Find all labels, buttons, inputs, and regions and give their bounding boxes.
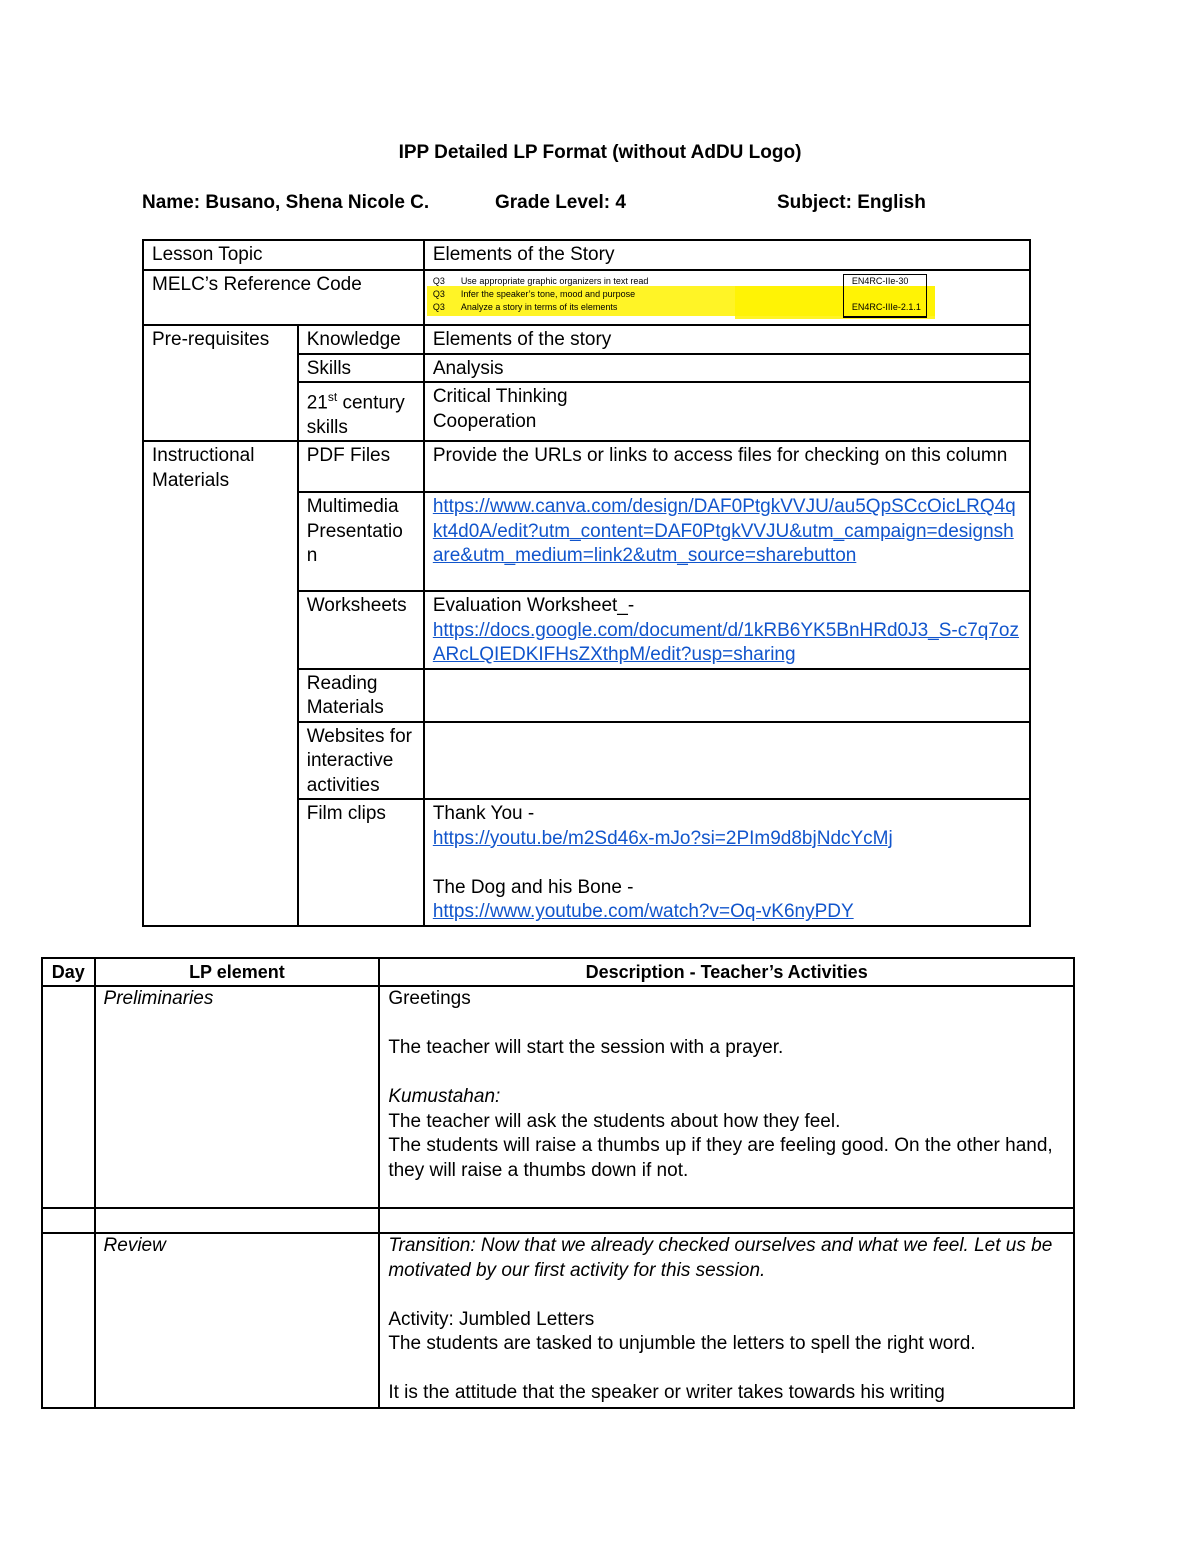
lesson-plan-table — [41, 957, 1075, 1409]
lesson-topic-value: Elements of the Story — [424, 240, 1030, 270]
film-clips-value — [424, 799, 1030, 926]
header-description: Description - Teacher’s Activities — [379, 958, 1074, 986]
century-skills-label: 21st century skills — [298, 382, 424, 441]
attitude-text: It is the attitude that the speaker or writer takes towards his writing — [388, 1382, 945, 1403]
reading-materials-value — [424, 669, 1030, 722]
worksheets-text: Evaluation Worksheet_- — [432, 595, 635, 617]
melc-row-3: Q3 Analyze a story in terms of its elements EN4RC-IIIe-2.1.1 — [433, 301, 933, 313]
header-day: Day — [42, 958, 95, 986]
day-cell — [42, 1233, 95, 1408]
header-lp-element: LP element — [95, 958, 380, 986]
melc-row-1: Q3 Use appropriate graphic organizers in text read EN4RC-IIe-30 — [433, 275, 933, 287]
knowledge-value: Elements of the story — [424, 325, 1030, 354]
skills-value: Analysis — [424, 354, 1030, 383]
review-description — [379, 1233, 1074, 1408]
pdf-files-row — [143, 441, 1030, 492]
plan-header-row — [42, 958, 1074, 986]
task-text: The students are tasked to unjumble the letters to spell the right word. — [388, 1333, 976, 1354]
grade-level: Grade Level: 4 — [495, 192, 626, 213]
film-clips-label: Film clips — [298, 799, 424, 926]
knowledge-row — [143, 325, 1030, 354]
websites-value — [424, 722, 1030, 800]
melc-row — [143, 270, 1030, 325]
melc-label: MELC’s Reference Code — [143, 270, 424, 325]
document-title: IPP Detailed LP Format (without AdDU Logo) — [398, 142, 802, 163]
lesson-overview-table — [142, 239, 1031, 927]
knowledge-label: Knowledge — [298, 325, 424, 354]
reading-materials-label: Reading Materials — [298, 669, 424, 722]
review-label: Review — [95, 1233, 380, 1408]
film-2-title: The Dog and his Bone - — [432, 876, 634, 898]
multimedia-value — [424, 492, 1030, 591]
melc-reference-image — [424, 270, 1030, 325]
pdf-files-value: Provide the URLs or links to access files for checking on this column — [424, 441, 1030, 492]
blank-row — [42, 1208, 1074, 1233]
instructional-materials-label: Instructional Materials — [143, 441, 298, 926]
film-2-link[interactable]: https://www.youtube.com/watch?v=Oq-vK6nyPDY — [432, 901, 854, 923]
century-skills-value: Critical Thinking Cooperation — [424, 382, 1030, 441]
film-1-link[interactable]: https://youtu.be/m2Sd46x-mJo?si=2PIm9d8bjNdcYcMj — [432, 827, 893, 849]
ask-text: The teacher will ask the students about how they feel. — [388, 1110, 841, 1132]
activity-text: Activity: Jumbled Letters — [388, 1308, 595, 1330]
review-row — [42, 1233, 1074, 1408]
preliminaries-row — [42, 986, 1074, 1208]
melc-row-2: Q3 Infer the speaker’s tone, mood and purpose — [432, 289, 636, 299]
worksheet-link[interactable]: https://docs.google.com/document/d/1kRB6YK5BnHRd0J3_S-c7q7ozARcLQIEDKIFHsZXthpM/edit?usp=sharing — [432, 619, 1019, 666]
film-1-title: Thank You - — [432, 803, 535, 825]
preliminaries-description — [379, 986, 1074, 1208]
skills-label: Skills — [298, 354, 424, 383]
subject: Subject: English — [777, 192, 926, 213]
lesson-topic-label: Lesson Topic — [143, 240, 424, 270]
prayer-text: The teacher will start the session with a prayer. — [388, 1037, 784, 1058]
prerequisites-label: Pre-requisites — [143, 325, 298, 441]
lesson-topic-row — [143, 240, 1030, 270]
preliminaries-label: Preliminaries — [95, 986, 380, 1208]
greetings-text: Greetings — [388, 988, 471, 1009]
worksheets-value — [424, 591, 1030, 669]
thumbs-text: The students will raise a thumbs up if they are feeling good. On the other hand, they will raise a thumbs down if not. — [388, 1135, 1053, 1181]
transition-text: Transition: Now that we already checked ourselves and what we feel. Let us be motivated by our first activity for this session. — [388, 1235, 1053, 1281]
kumustahan-text: Kumustahan: — [388, 1086, 501, 1107]
worksheets-label: Worksheets — [298, 591, 424, 669]
teacher-name: Name: Busano, Shena Nicole C. — [142, 192, 430, 213]
day-cell — [42, 986, 95, 1208]
canva-link[interactable]: https://www.canva.com/design/DAF0PtgkVVJU/au5QpSCcOicLRQ4qkt4d0A/edit?utm_content=DAF0PtgkVVJU&utm_campaign=designshare&utm_medium=link2&utm_source=sharebutton — [432, 496, 1016, 567]
websites-label: Websites for interactive activities — [298, 722, 424, 800]
multimedia-label: Multimedia Presentatio n — [298, 492, 424, 591]
pdf-files-label: PDF Files — [298, 441, 424, 492]
